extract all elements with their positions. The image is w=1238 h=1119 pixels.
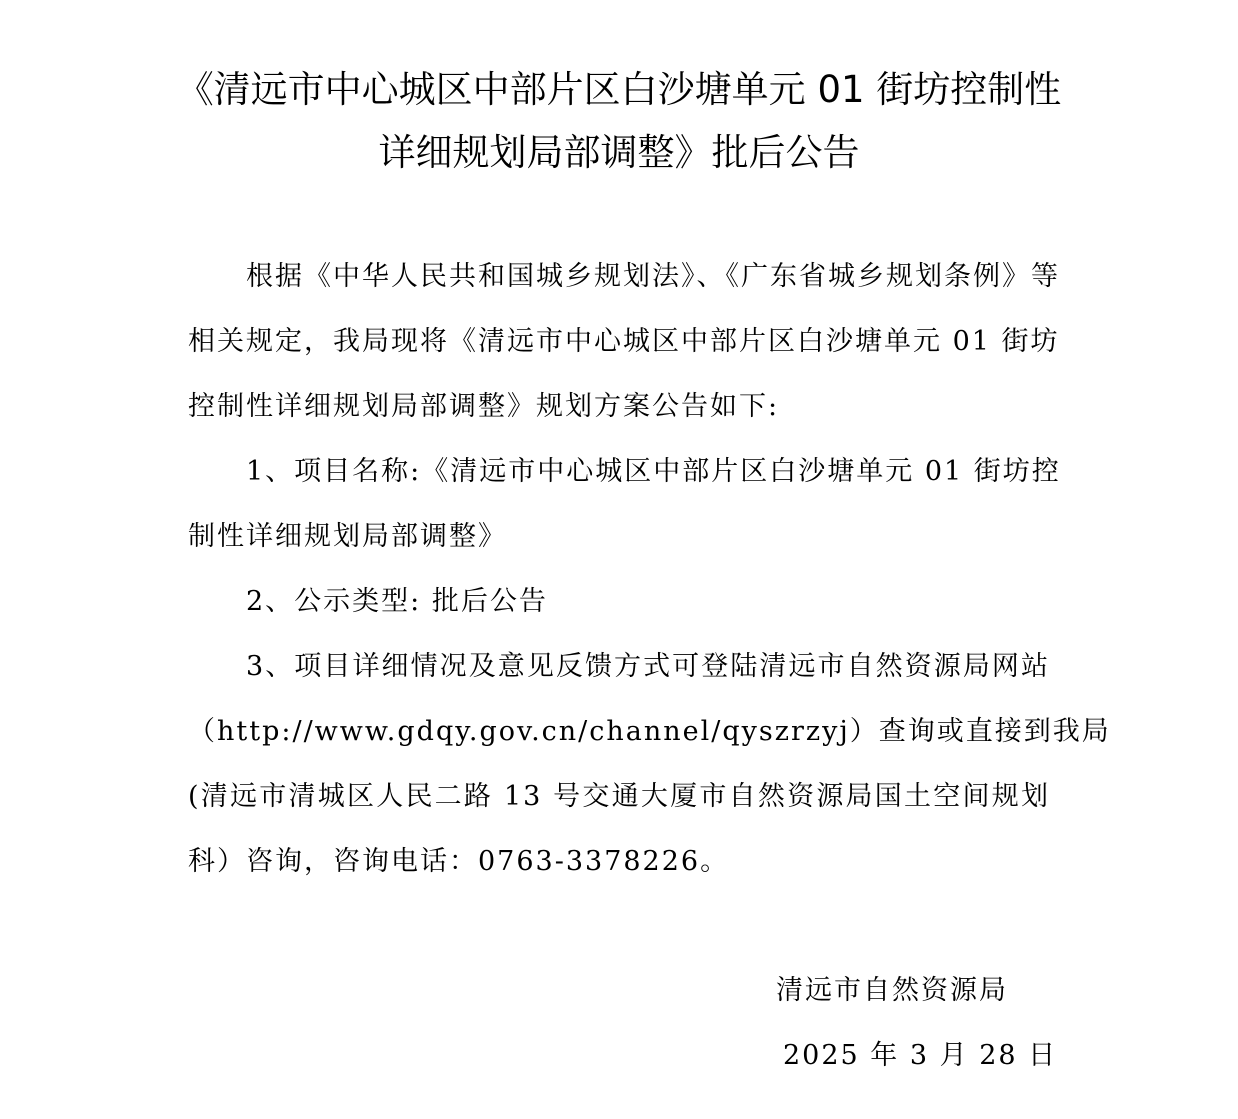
item-3-line-1: 3、项目详细情况及意见反馈方式可登陆清远市自然资源局网站 (246, 651, 1050, 682)
body-line-3: 控制性详细规划局部调整》规划方案公告如下: (188, 391, 780, 422)
body-line-2: 相关规定，我局现将《清远市中心城区中部片区白沙塘单元 01 街坊 (188, 326, 1060, 357)
item-3-line-4-phone: 科）咨询，咨询电话：0763-3378226。 (188, 846, 730, 877)
document-title-line-1: 《清远市中心城区中部片区白沙塘单元 01 街坊控制性 (176, 68, 1062, 111)
item-3-line-3-address: (清远市清城区人民二路 13 号交通大厦市自然资源局国土空间规划 (188, 781, 1050, 812)
document-title-line-2: 详细规划局部调整》批后公告 (378, 131, 860, 174)
item-1-line-1: 1、项目名称:《清远市中心城区中部片区白沙塘单元 01 街坊控 (246, 456, 1061, 487)
item-1-line-2: 制性详细规划局部调整》 (188, 521, 507, 552)
signature-date: 2025 年 3 月 28 日 (783, 1040, 1058, 1071)
signature-organization: 清远市自然资源局 (776, 975, 1008, 1006)
body-line-1: 根据《中华人民共和国城乡规划法》、《广东省城乡规划条例》等 (246, 261, 1060, 292)
item-3-line-2-url: （http://www.gdqy.gov.cn/channel/qyszrzyj）查询或直接到我局 (188, 716, 1111, 747)
item-2-line: 2、公示类型: 批后公告 (246, 586, 548, 617)
